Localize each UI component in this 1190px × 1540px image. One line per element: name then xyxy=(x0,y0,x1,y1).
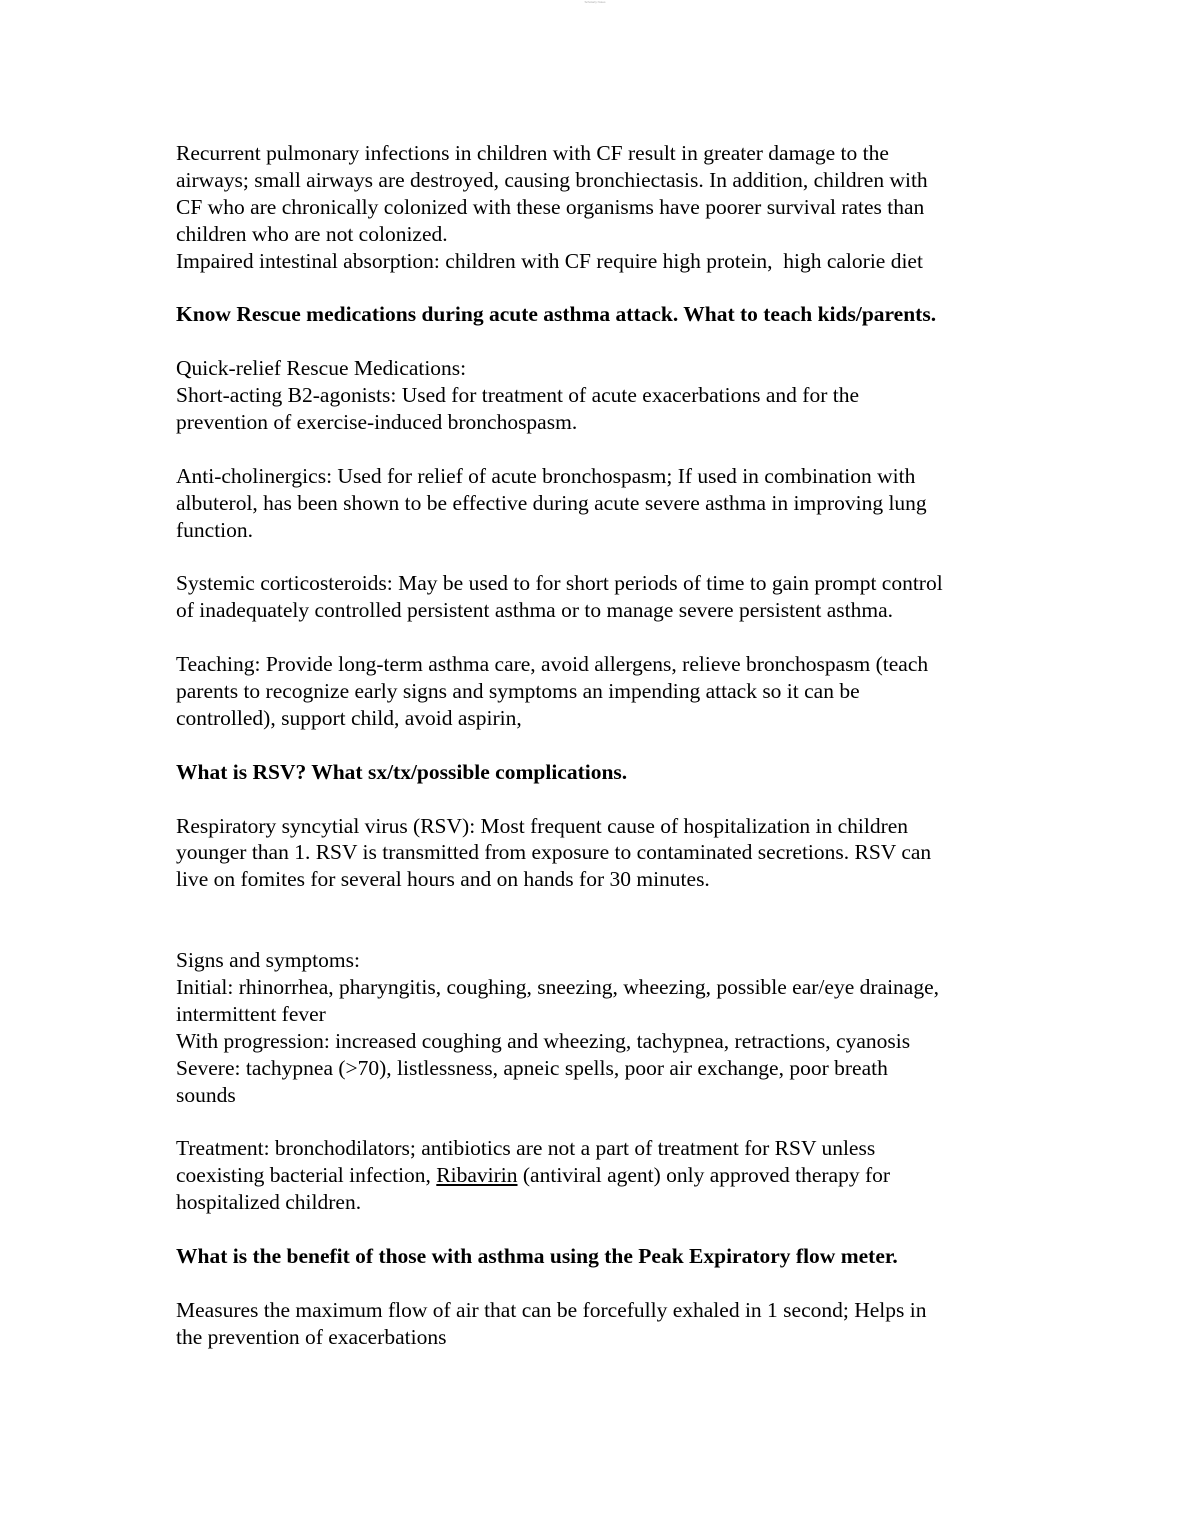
text-line: Respiratory syncytial virus (RSV): Most frequent cause of hospitalization in children xyxy=(176,813,909,838)
signs-title: Signs and symptoms: xyxy=(176,948,360,973)
text-line: hospitalized children. xyxy=(176,1190,362,1215)
header-watermark: Scholarly Notes xyxy=(584,0,606,4)
signs-symptoms-section xyxy=(176,947,1026,1108)
text-span: (antiviral agent) only approved therapy for xyxy=(517,1163,891,1188)
ribavirin-underlined-term: Ribavirin xyxy=(436,1163,518,1188)
text-line: CF who are chronically colonized with these organisms have poorer survival rates than xyxy=(176,194,925,219)
text-line: Measures the maximum flow of air that can be forcefully exhaled in 1 second; Helps in xyxy=(176,1297,927,1322)
text-line: airways; small airways are destroyed, causing bronchiectasis. In addition, children with xyxy=(176,167,928,192)
text-line: Treatment: bronchodilators; antibiotics are not a part of treatment for RSV unless xyxy=(176,1136,876,1161)
text-line: the prevention of exacerbations xyxy=(176,1324,447,1349)
text-line: Severe: tachypnea (>70), listlessness, apneic spells, poor air exchange, poor breath xyxy=(176,1055,888,1080)
text-line: Anti-cholinergics: Used for relief of acute bronchospasm; If used in combination with xyxy=(176,463,916,488)
text-line: sounds xyxy=(176,1082,236,1107)
rsv-paragraph xyxy=(176,813,1026,894)
anticholinergics-paragraph xyxy=(176,463,1026,544)
question-peak-flow: What is the benefit of those with asthma using the Peak Expiratory flow meter. xyxy=(176,1243,898,1268)
peak-flow-paragraph xyxy=(176,1297,1026,1351)
text-line: controlled), support child, avoid aspirin, xyxy=(176,705,522,730)
text-line: live on fomites for several hours and on hands for 30 minutes. xyxy=(176,867,710,892)
cf-paragraph xyxy=(176,140,1026,275)
text-line: younger than 1. RSV is transmitted from exposure to contaminated secretions. RSV can xyxy=(176,840,932,865)
text-line xyxy=(176,1162,1026,1189)
question-rescue-medications: Know Rescue medications during acute asthma attack. What to teach kids/parents. xyxy=(176,302,937,327)
quick-relief-title: Quick-relief Rescue Medications: xyxy=(176,356,467,381)
text-line: function. xyxy=(176,517,254,542)
cf-diet-line: Impaired intestinal absorption: children with CF require high protein, high calorie diet xyxy=(176,248,923,273)
text-line: Systemic corticosteroids: May be used to for short periods of time to gain prompt control xyxy=(176,571,943,596)
corticosteroids-paragraph xyxy=(176,570,1026,624)
treatment-paragraph xyxy=(176,1135,1026,1216)
text-line: children who are not colonized. xyxy=(176,221,448,246)
text-line: of inadequately controlled persistent asthma or to manage severe persistent asthma. xyxy=(176,598,894,623)
text-line: With progression: increased coughing and wheezing, tachypnea, retractions, cyanosis xyxy=(176,1028,911,1053)
quick-relief-section xyxy=(176,355,1026,436)
text-line: Teaching: Provide long-term asthma care, avoid allergens, relieve bronchospasm (teach xyxy=(176,652,929,677)
teaching-paragraph xyxy=(176,651,1026,732)
question-rsv: What is RSV? What sx/tx/possible complications. xyxy=(176,759,628,784)
text-line: prevention of exercise-induced bronchospasm. xyxy=(176,410,578,435)
text-span: coexisting bacterial infection, xyxy=(176,1163,437,1188)
text-line: intermittent fever xyxy=(176,1001,326,1026)
text-line: Short-acting B2-agonists: Used for treatment of acute exacerbations and for the xyxy=(176,383,859,408)
document-body xyxy=(176,140,1026,1351)
text-line: parents to recognize early signs and symptoms an impending attack so it can be xyxy=(176,679,860,704)
text-line: albuterol, has been shown to be effective during acute severe asthma in improving lung xyxy=(176,490,927,515)
text-line: Recurrent pulmonary infections in children with CF result in greater damage to the xyxy=(176,141,889,165)
text-line: Initial: rhinorrhea, pharyngitis, coughing, sneezing, wheezing, possible ear/eye drainage, xyxy=(176,974,939,999)
